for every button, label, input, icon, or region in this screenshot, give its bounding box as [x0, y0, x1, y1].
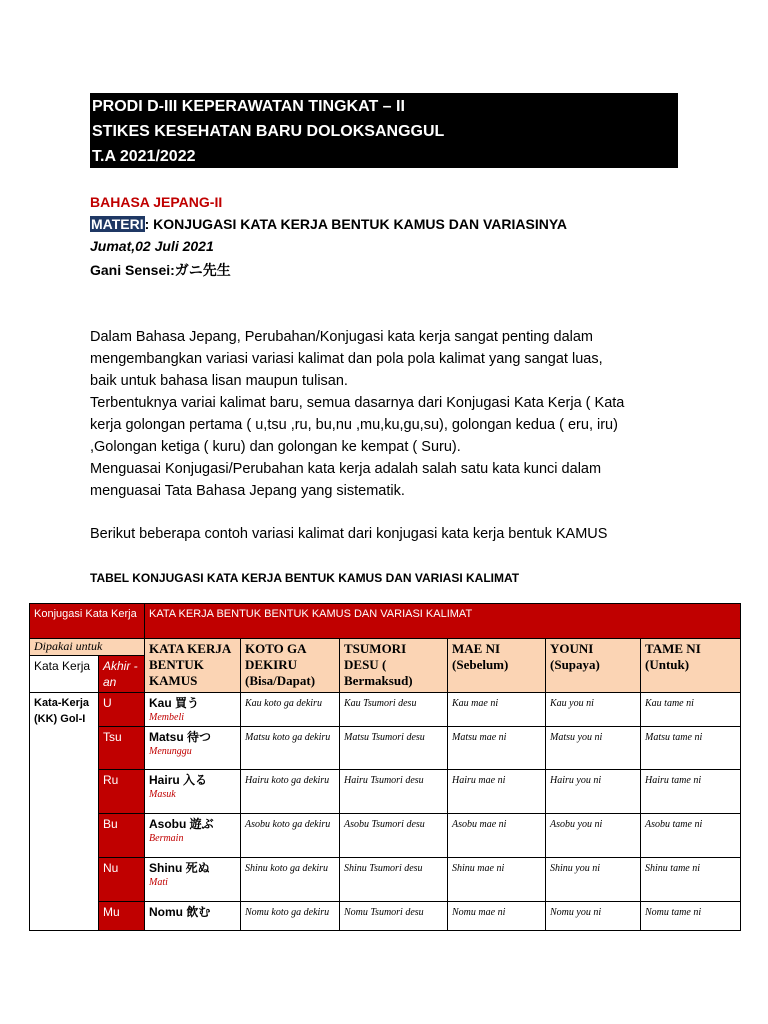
verb-cell [145, 770, 241, 814]
paragraph-line: menguasai Tata Bahasa Jepang yang sistematik. [90, 483, 405, 499]
verb-meaning: Mati [149, 877, 168, 888]
group-label: Kata-Kerja (KK) Gol-I [30, 693, 99, 931]
dipakai-label: Dipakai untuk [30, 639, 145, 656]
materi-label: MATERI [91, 216, 144, 232]
koto-cell: Nomu koto ga dekiru [241, 902, 340, 931]
verb-cell [145, 814, 241, 858]
paragraph-line: Terbentuknya variai kalimat baru, semua dasarnya dari Konjugasi Kata Kerja ( Kata [90, 395, 625, 411]
verb-text: Hairu 入る [149, 773, 208, 787]
tsumori-cell: Hairu Tsumori desu [340, 770, 448, 814]
ending-cell: Nu [99, 858, 145, 902]
col-header-kamus: KATA KERJA BENTUK KAMUS [145, 639, 241, 693]
tsumori-cell: Asobu Tsumori desu [340, 814, 448, 858]
ending-cell: Mu [99, 902, 145, 931]
verb-text: Matsu 待つ [149, 730, 212, 744]
header-line-prodi: PRODI D-III KEPERAWATAN TINGKAT – II [92, 98, 405, 115]
intro-paragraph [90, 326, 690, 502]
youni-cell: Matsu you ni [546, 727, 641, 770]
tameni-cell: Kau tame ni [641, 693, 741, 727]
tameni-cell: Nomu tame ni [641, 902, 741, 931]
tameni-cell: Shinu tame ni [641, 858, 741, 902]
lesson-date: Jumat,02 Juli 2021 [90, 238, 214, 254]
header-line-year: T.A 2021/2022 [92, 148, 196, 165]
verb-text: Asobu 遊ぶ [149, 817, 214, 831]
tsumori-cell: Kau Tsumori desu [340, 693, 448, 727]
maeni-cell: Kau mae ni [448, 693, 546, 727]
tameni-cell: Asobu tame ni [641, 814, 741, 858]
verb-meaning: Membeli [149, 712, 185, 723]
paragraph-line: kerja golongan pertama ( u,tsu ,ru, bu,nu ,mu,ku,gu,su), golongan kedua ( eru, iru) [90, 417, 618, 433]
maeni-cell: Shinu mae ni [448, 858, 546, 902]
akhiran-label: Akhir -an [99, 656, 145, 693]
tsumori-cell: Shinu Tsumori desu [340, 858, 448, 902]
col-header-koto: KOTO GA DEKIRU (Bisa/Dapat) [241, 639, 340, 693]
table-main-header: KATA KERJA BENTUK BENTUK KAMUS DAN VARIASI KALIMAT [145, 604, 741, 639]
paragraph-line: mengembangkan variasi variasi kalimat dan pola pola kalimat yang sangat luas, [90, 351, 603, 367]
verb-meaning: Menunggu [149, 746, 192, 757]
verb-meaning: Masuk [149, 789, 176, 800]
ending-cell: Bu [99, 814, 145, 858]
youni-cell: Asobu you ni [546, 814, 641, 858]
paragraph-line: ,Golongan ketiga ( kuru) dan golongan ke kempat ( Suru). [90, 439, 461, 455]
tameni-cell: Matsu tame ni [641, 727, 741, 770]
verb-cell [145, 727, 241, 770]
maeni-cell: Hairu mae ni [448, 770, 546, 814]
koto-cell: Hairu koto ga dekiru [241, 770, 340, 814]
verb-cell [145, 693, 241, 727]
youni-cell: Shinu you ni [546, 858, 641, 902]
teacher-name: Gani Sensei:ガニ先生 [90, 262, 231, 278]
col-header-maeni: MAE NI (Sebelum) [448, 639, 546, 693]
verb-cell [145, 858, 241, 902]
youni-cell: Hairu you ni [546, 770, 641, 814]
document-header [90, 93, 678, 168]
paragraph-line: Menguasai Konjugasi/Perubahan kata kerja adalah salah satu kata kunci dalam [90, 461, 602, 477]
conjugation-table [29, 603, 741, 931]
examples-intro: Berikut beberapa contoh variasi kalimat dari konjugasi kata kerja bentuk KAMUS [90, 526, 608, 542]
verb-text: Shinu 死ぬ [149, 861, 210, 875]
materi-text: : KONJUGASI KATA KERJA BENTUK KAMUS DAN VARIASINYA [144, 216, 567, 232]
verb-meaning: Bermain [149, 833, 184, 844]
verb-text: Nomu 飲む [149, 905, 211, 919]
verb-text: Kau 買う [149, 696, 200, 710]
verb-cell [145, 902, 241, 931]
koto-cell: Kau koto ga dekiru [241, 693, 340, 727]
tsumori-cell: Matsu Tsumori desu [340, 727, 448, 770]
youni-cell: Kau you ni [546, 693, 641, 727]
maeni-cell: Asobu mae ni [448, 814, 546, 858]
koto-cell: Asobu koto ga dekiru [241, 814, 340, 858]
header-line-stikes: STIKES KESEHATAN BARU DOLOKSANGGUL [92, 123, 445, 140]
table-title: TABEL KONJUGASI KATA KERJA BENTUK KAMUS DAN VARIASI KALIMAT [90, 571, 520, 585]
paragraph-line: baik untuk bahasa lisan maupun tulisan. [90, 373, 348, 389]
maeni-cell: Matsu mae ni [448, 727, 546, 770]
koto-cell: Matsu koto ga dekiru [241, 727, 340, 770]
tameni-cell: Hairu tame ni [641, 770, 741, 814]
paragraph-line: Dalam Bahasa Jepang, Perubahan/Konjugasi kata kerja sangat penting dalam [90, 329, 594, 345]
kata-kerja-label: Kata Kerja [30, 656, 99, 693]
subject-title: BAHASA JEPANG-II [90, 194, 223, 210]
maeni-cell: Nomu mae ni [448, 902, 546, 931]
ending-cell: Ru [99, 770, 145, 814]
col-header-tsumori: TSUMORI DESU ( Bermaksud) [340, 639, 448, 693]
materi-line [90, 216, 567, 232]
tsumori-cell: Nomu Tsumori desu [340, 902, 448, 931]
table-corner-header: Konjugasi Kata Kerja [30, 604, 145, 639]
ending-cell: Tsu [99, 727, 145, 770]
ending-cell: U [99, 693, 145, 727]
col-header-tameni: TAME NI (Untuk) [641, 639, 741, 693]
koto-cell: Shinu koto ga dekiru [241, 858, 340, 902]
col-header-youni: YOUNI (Supaya) [546, 639, 641, 693]
youni-cell: Nomu you ni [546, 902, 641, 931]
